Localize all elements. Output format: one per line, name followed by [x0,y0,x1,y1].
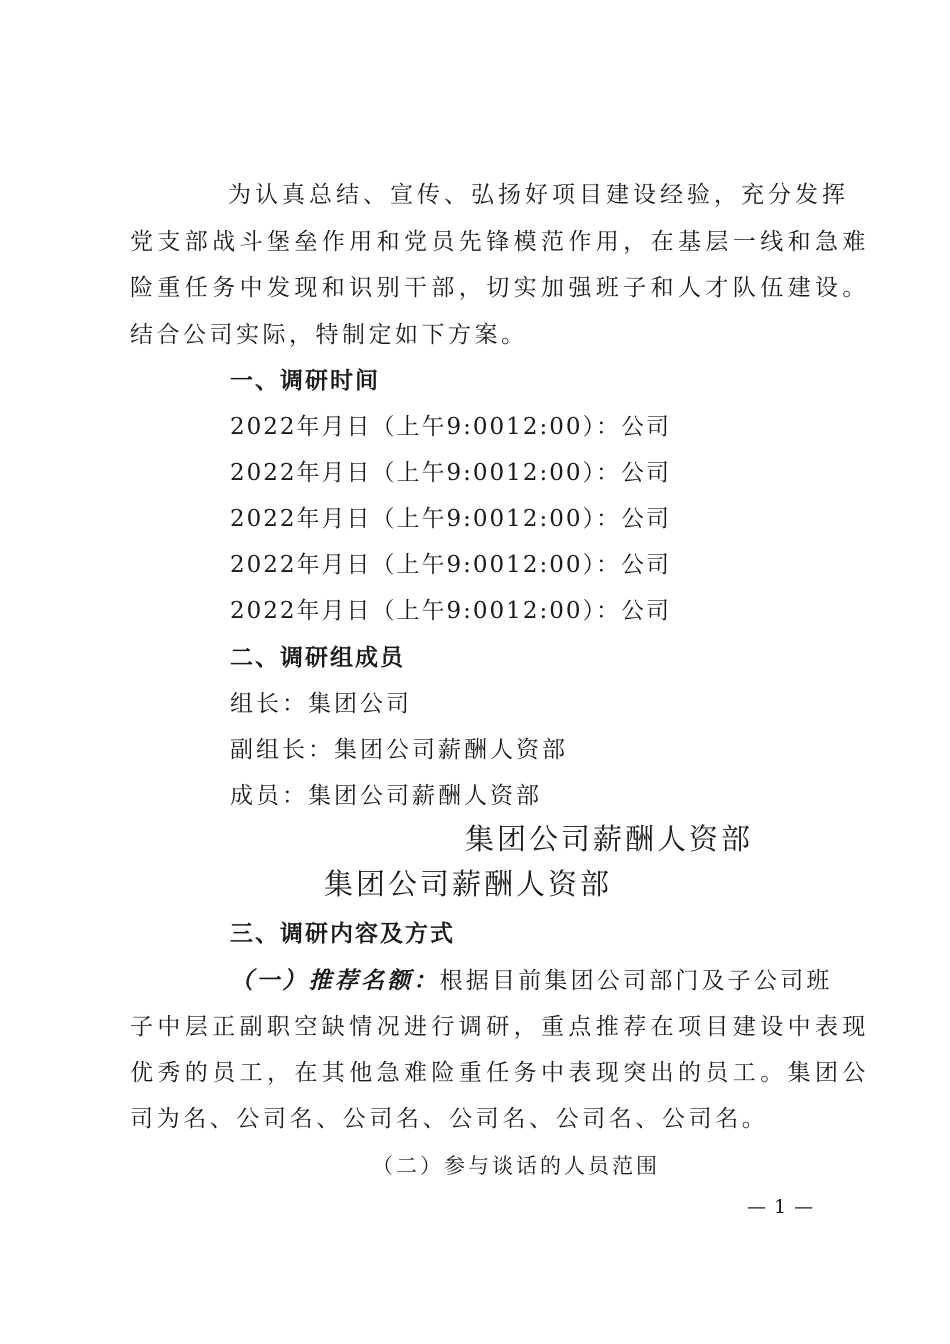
group-deputy: 副组长：集团公司薪酬人资部 [230,737,568,763]
section-2-heading: 二、调研组成员 [230,645,405,671]
content-line-1-text: 根据目前集团公司部门及子公司班 [439,968,833,994]
intro-line-1-text: 为认真总结、宣传、弘扬好项目建设经验，充分发挥 [228,182,849,208]
member-dept-1: 集团公司薪酬人资部 [465,822,754,856]
schedule-item-2: 2022年月日（上午9:0012:00）：公司 [230,460,671,486]
intro-line-3: 险重任务中发现和识别干部，切实加强班子和人才队伍建设。 [130,275,870,301]
group-member: 成员：集团公司薪酬人资部 [230,783,542,809]
group-leader: 组长：集团公司 [230,691,412,717]
content-line-2: 子中层正副职空缺情况进行调研，重点推荐在项目建设中表现 [130,1014,870,1040]
schedule-item-4: 2022年月日（上午9:0012:00）：公司 [230,552,671,578]
content-line-4: 司为名、公司名、公司名、公司名、公司名、公司名。 [130,1106,769,1132]
schedule-item-1: 2022年月日（上午9:0012:00）：公司 [230,414,671,440]
schedule-item-5: 2022年月日（上午9:0012:00）：公司 [230,598,671,624]
content-line-1 [230,966,833,996]
section-3-heading: 三、调研内容及方式 [230,921,455,947]
page-number: — 1 — [747,1196,815,1218]
schedule-item-3: 2022年月日（上午9:0012:00）：公司 [230,506,671,532]
intro-line-2: 党支部战斗堡垒作用和党员先锋模范作用，在基层一线和急难 [130,229,870,255]
content-line-3: 优秀的员工，在其他急难险重任务中表现突出的员工。集团公 [130,1060,870,1086]
section-1-heading: 一、调研时间 [230,368,380,394]
member-dept-2: 集团公司薪酬人资部 [324,867,613,901]
intro-line-1 [228,180,849,210]
intro-line-4: 结合公司实际，特制定如下方案。 [130,322,528,348]
recommend-quota-label: （一）推荐名额： [230,967,440,994]
subsection-2-heading: （二）参与谈话的人员范围 [372,1154,660,1178]
